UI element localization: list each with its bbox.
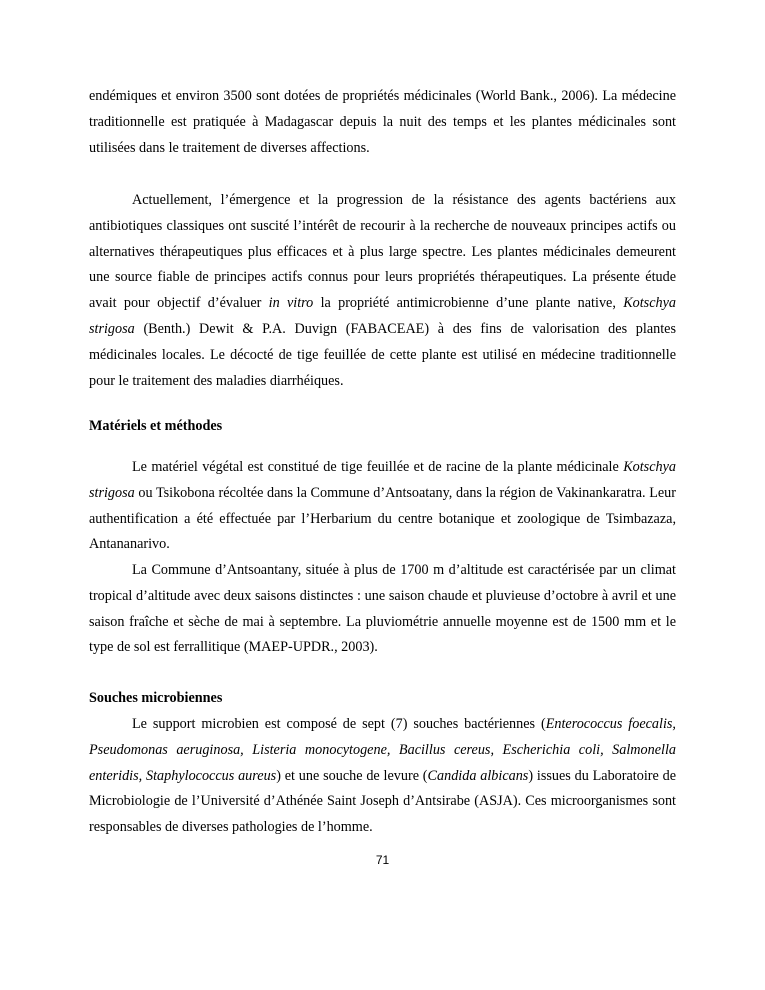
text-run: ) et une souche de levure ( — [276, 767, 428, 784]
text-run: Le support microbien est composé de sept (7) souches bactériennes ( — [132, 716, 546, 732]
section-heading-methods: Matériels et méthodes — [89, 418, 223, 434]
paragraph-intro: endémiques et environ 3500 sont dotées de propriétés médicinales (World Bank., 2006). La médecine traditionnelle est pratiquée à Madagascar depuis la nuit des temps et les plantes médicinales sont utilisées dans le traitement de diverses affections. — [89, 88, 676, 156]
species-name: Candida albicans — [427, 767, 529, 784]
text-run: ) issues du Laboratoire de Microbiologie de l’Université d’Athénée Saint Joseph d’Antsirabe (ASJA). Ces microorganismes sont responsables de diverses pathologies de l’homme. — [89, 767, 676, 836]
species-name: Kotschya strigosa — [89, 295, 676, 337]
text-run: Le matériel végétal est constitué de tige feuillée et de racine de la plante médicinale — [132, 459, 624, 475]
paragraph-context — [89, 188, 676, 394]
species-name: Kotschya strigosa — [89, 459, 676, 501]
italic-term: in vitro — [268, 295, 314, 312]
paragraph-plant-material — [89, 455, 676, 558]
section-heading-strains: Souches microbiennes — [89, 690, 223, 706]
text-run: (Benth.) Dewit & P.A. Duvign (FABACEAE) à des fins de valorisation des plantes médicinales locales. Le décocté de tige feuillée de cette plante est utilisé en médecine traditionnelle pour le traitement des maladies diarrhéiques. — [89, 320, 676, 389]
paragraph-study-site: La Commune d’Antsoantany, située à plus de 1700 m d’altitude est caractérisée par un climat tropical d’altitude avec deux saisons distinctes : une saison chaude et pluvieuse d’octobre à avril et une saison fraîche et sèche de mai à septembre. La pluviométrie annuelle moyenne est de 1500 mm et le type de sol est ferrallitique (MAEP-UPDR., 2003). — [89, 562, 676, 656]
text-run: la propriété antimicrobienne d’une plante native, — [313, 295, 624, 312]
text-run: Actuellement, l’émergence et la progression de la résistance des agents bactériens aux antibiotiques classiques ont suscité l’intérêt de recourir à la recherche de nouveaux principes actifs ou alternatives thérapeutiques plus efficaces et à plus large spectre. Les plantes médicinales demeurent une source fiable de principes actifs connus pour leurs propriétés thérapeutiques. La présente étude avait pour objectif d’évaluer — [89, 192, 676, 312]
paragraph-strains — [89, 712, 676, 841]
page-number: 71 — [375, 853, 390, 867]
text-run: ou Tsikobona récoltée dans la Commune d’Antsoatany, dans la région de Vakinankaratra. Leur authentification a été effectuée par l’Herbarium du centre botanique et zoologique de Tsimbazaza, Antananarivo. — [89, 484, 676, 553]
species-list: Enterococcus foecalis, Pseudomonas aeruginosa, Listeria monocytogene, Bacillus cereus, Escherichia coli, Salmonella enteridis, Staphylococcus aureus — [89, 716, 676, 784]
